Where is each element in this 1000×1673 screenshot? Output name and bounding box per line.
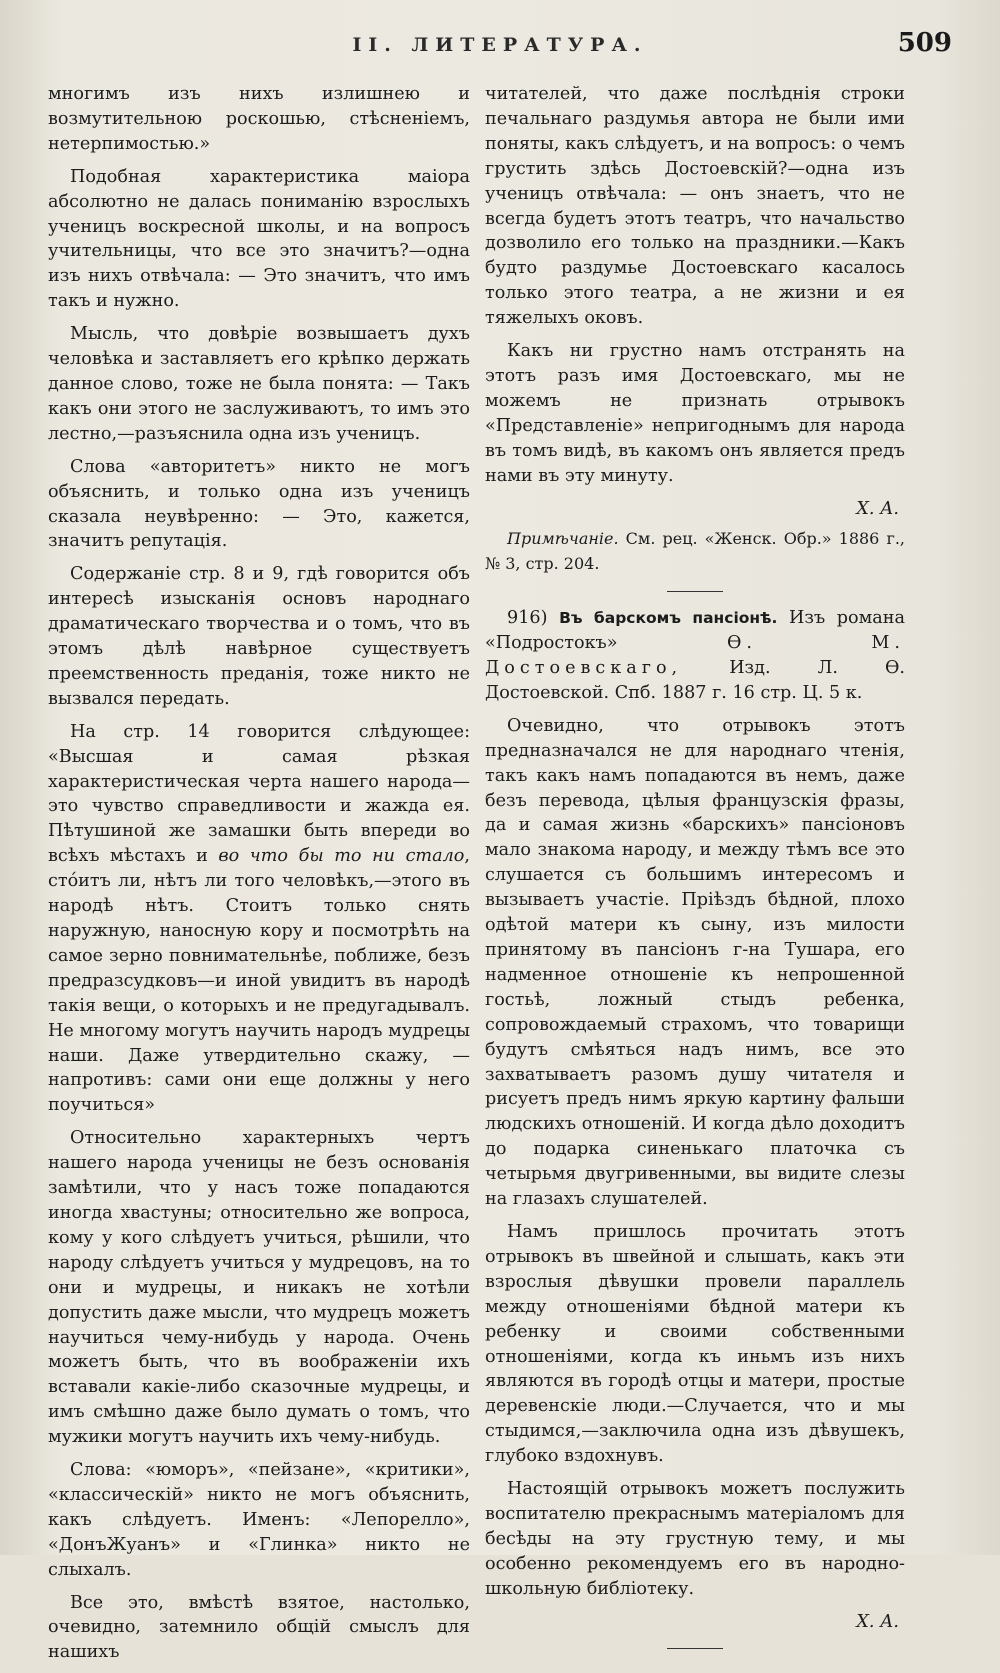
entry-source: Изъ романа «Подростокъ» bbox=[485, 608, 906, 654]
section-title: II. ЛИТЕРАТУРА. bbox=[352, 34, 648, 56]
paragraph: Мысль, что довѣріе возвышаетъ духъ человѣка и заставляетъ его крѣпко держать данное слово, тоже не была понята: — Такъ какъ они этого не заслуживаютъ, то имъ это лестно,—разъяснила одна изъ ученицъ. bbox=[48, 324, 470, 444]
entry-publication: Изд. Л. Ѳ. Достоевской. Спб. 1887 г. 16 стр. Ц. 5 к. bbox=[485, 658, 905, 703]
paragraph: Все это, вмѣстѣ взятое, настолько, очевидно, затемнило общій смыслъ для нашихъ bbox=[48, 1592, 470, 1663]
text-run: , стóитъ ли, нѣтъ ли того человѣкъ,—этого въ народѣ нѣтъ. Стоитъ только снять наружную, наносную кору и посмотрѣть на самое зерно повнимательнѣе, поближе, безъ предразсудковъ—и иной увидитъ въ народѣ такія вещи, о которыхъ и не предугадывалъ. Не многому могутъ научить народъ мудрецы наши. Даже утвердительно скажу, — напротивъ: сами они еще должны у него поучиться» bbox=[48, 846, 470, 1116]
text-run: На стр. 14 говорится слѣдующее: «Высшая и самая рѣзкая характеристическая черта нашего народа—это чувство справедливости и жажда ея. Пѣтушиной же замашки быть впереди во всѣхъ мѣстахъ и bbox=[48, 721, 470, 867]
paragraph: Подобная характеристика маіора абсолютно не далась пониманію взрослыхъ ученицъ воскресной школы, и на вопросъ учительницы, что все это значитъ?—одна изъ нихъ отвѣчала: — Это значитъ, что имъ такъ и нужно. bbox=[48, 166, 470, 312]
paragraph: Относительно характерныхъ чертъ нашего народа ученицы не безъ основанія замѣтили, что у насъ тоже попадаются иногда хвастуны; относительно же вопроса, кому у кого слѣдуетъ учиться, рѣшили, что народу слѣдуетъ учиться у мудрецовъ, на то они и мудрецы, и никакъ не хотѣли допустить даже мысли, что мудрецъ можетъ научиться чему-нибудь у народа. Очень можетъ быть, что въ воображеніи ихъ вставали какіе-либо сказочные мудрецы, и имъ смѣшно даже было думать о томъ, что мужики могутъ научить ихъ чему-нибудь. bbox=[48, 1128, 470, 1448]
paragraph: Слова: «юморъ», «пейзане», «критики», «классическій» никто не могъ объяснить, какъ слѣдуетъ. Именъ: «Лепорелло», «ДонъЖуанъ» и «Глинка» никто не слыхалъ. bbox=[48, 1460, 470, 1580]
paragraph: многимъ изъ нихъ излишнею и возмутительною роскошью, стѣсненіемъ, нетерпимостью.» bbox=[48, 84, 470, 154]
italic-phrase: во что бы то ни стало bbox=[218, 846, 465, 867]
paragraph: Очевидно, что отрывокъ этотъ предназначался не для народнаго чтенія, такъ какъ намъ попадаются въ немъ, даже безъ перевода, цѣлыя французскія фразы, да и самая жизнь «барскихъ» пансіоновъ мало знакома народу, и между тѣмъ все это слушается съ большимъ интересомъ и вызываетъ участіе. Пріѣздъ бѣдной, плохо одѣтой матери къ сыну, изъ милости принятому въ пансіонъ г-на Тушара, его надменное отношеніе къ непрошенной гостьѣ, ложный стыдъ ребенка, сопровождаемый страхомъ, что товарищи будутъ смѣяться надъ нимъ, все это захватываетъ разомъ душу читателя и рисуетъ предъ нимъ яркую картину фальши людскихъ отношеній. И когда дѣло доходитъ до подарка синенькаго платочка съ четырьмя двугривенными, вы видите слезы на глазахъ слушателей. bbox=[485, 715, 905, 1210]
signature: Х. А. bbox=[856, 498, 899, 519]
paragraph: Содержаніе стр. 8 и 9, гдѣ говорится объ интересѣ изысканія основъ народнаго драматическаго творчества и о томъ, что въ этомъ дѣлѣ навѣрное существуетъ преемственность преданія, тоже никто не вызвался передать. bbox=[48, 564, 470, 709]
left-column bbox=[48, 82, 470, 1673]
closing-rule bbox=[667, 1648, 723, 1649]
paragraph bbox=[48, 720, 470, 1119]
note-text: См. рец. «Женск. Обр.» 1886 г., № 3, стр. 204. bbox=[485, 529, 905, 574]
running-header bbox=[0, 30, 1000, 70]
footnote bbox=[485, 527, 905, 577]
paragraph: читателей, что даже послѣднія строки печальнаго раздумья автора не были ими поняты, какъ слѣдуетъ, и на вопросъ: о чемъ грустить здѣсь Достоевскій?—одна изъ ученицъ отвѣчала: — онъ знаетъ, что не всегда будетъ этотъ театръ, что начальство дозволило его только на праздники.—Какъ будто раздумье Достоевскаго касалось только этого театра, а не жизни и ея тяжелыхъ оковъ. bbox=[485, 84, 905, 329]
entry-author: Ѳ. М. Достоевскаго, bbox=[485, 633, 905, 679]
right-column bbox=[485, 82, 905, 1663]
review-entry-heading bbox=[485, 606, 905, 706]
paragraph: Слова «авторитетъ» никто не могъ объяснить, и только одна изъ ученицъ сказала неувѣренно: — Это, кажется, значитъ репутація. bbox=[48, 456, 470, 552]
entry-title: Въ барскомъ пансіонѣ. bbox=[559, 609, 778, 628]
paragraph: Намъ пришлось прочитать этотъ отрывокъ въ швейной и слышать, какъ эти взрослыя дѣвушки провели параллель между отношеніями бѣдной матери къ ребенку и своими собственными отношеніями, когда къ иньмъ изъ нихъ являются въ городѣ отцы и матери, простые деревенскіе люди.—Случается, что и мы стыдимся,—заключила одна изъ дѣвушекъ, глубоко вздохнувъ. bbox=[485, 1221, 905, 1467]
paragraph: Настоящій отрывокъ можетъ послужить воспитателю прекраснымъ матеріаломъ для бесѣды на эту грустную тему, и мы особенно рекомендуемъ его въ народно-школьную библіотеку. bbox=[485, 1479, 905, 1599]
paragraph: Какъ ни грустно намъ отстранять на этотъ разъ имя Достоевскаго, мы не можемъ не признать отрывокъ «Представленіе» непригоднымъ для народа въ томъ видѣ, въ какомъ онъ является предъ нами въ эту минуту. bbox=[485, 341, 905, 486]
page-number: 509 bbox=[897, 28, 952, 58]
entry-number: 916) bbox=[507, 608, 560, 629]
note-label: Примѣчаніе. bbox=[507, 529, 619, 549]
signature: Х. А. bbox=[856, 1611, 899, 1632]
separator-rule bbox=[667, 591, 723, 592]
